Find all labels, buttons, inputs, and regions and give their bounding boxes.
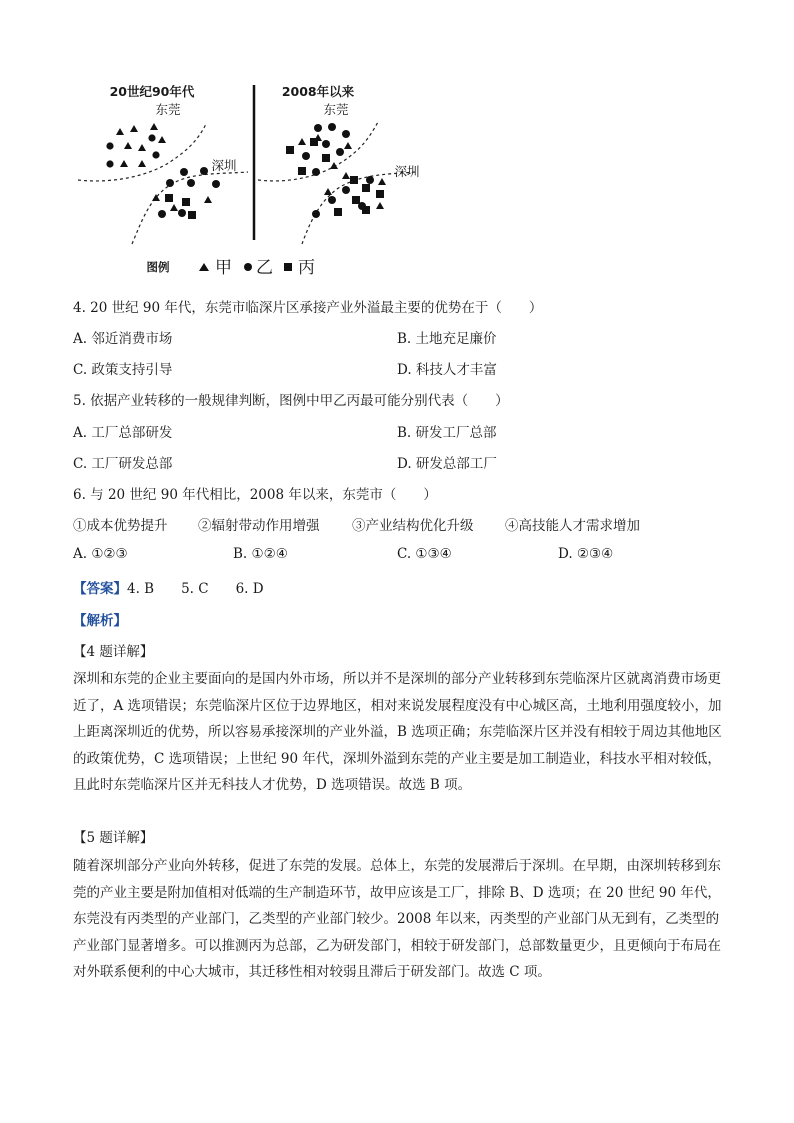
q6-option-d: D. ②③④ [558,546,614,562]
answer-text: 4. B 5. C 6. D [127,581,264,597]
left-title: 20世纪90年代 [109,84,195,99]
left-shenzhen-label: 深圳 [211,158,237,173]
q5-option-d: D. 研发总部工厂 [397,456,497,472]
right-shenzhen-cluster [312,172,386,218]
q6-stem: 6. 与 20 世纪 90 年代相比，2008 年以来，东莞市（ ） [73,487,437,503]
figure-svg [70,80,440,280]
q5-option-c: C. 工厂研发总部 [73,456,173,472]
legend-triangle-icon [199,263,209,271]
d5-paragraph: 随着深圳部分产业向外转移，促进了东莞的发展。总体上，东莞的发展滞后于深圳。在早期，由深圳转移到东莞的产业主要是附加值相对低端的生产制造环节，故甲应该是工厂，排除 B、D 选项；在 20 世纪 90 年代，东莞没有丙类型的产业部门，乙类型的产业部门较少。2008 年以来，丙类型的产业部门从无到有，乙类型的产业部门显著增多。可以推测丙为总部，乙为研发部门，相较于研发部门，总部数量更少，且更倾向于布局在对外联系便利的中心大城市，其迁移性相对较弱且滞后于研发部门。故选 C 项。 [73,858,721,980]
q4-option-c: C. 政策支持引导 [73,362,173,378]
q4-option-d: D. 科技人才丰富 [397,362,497,378]
legend-item-jia: 甲 [215,258,232,278]
legend-label: 图例 [146,260,170,274]
right-shenzhen-label: 深圳 [394,164,420,179]
q6-statement-4: ④高技能人才需求增加 [505,518,640,534]
q6-statement-1: ①成本优势提升 [73,518,168,534]
legend-circle-icon [244,263,252,271]
left-dongguan-label: 东莞 [155,102,181,117]
legend-square-icon [284,263,292,271]
left-shenzhen-cluster [152,167,220,219]
d4-paragraph: 深圳和东莞的企业主要面向的是国内外市场，所以并不是深圳的部分产业转移到东莞临深片区就离消费市场更近了，A 选项错误；东莞临深片区位于边界地区，相对来说发展程度没有中心城区高，土地利用强度较小，加上距离深圳近的优势，所以容易承接深圳的产业外溢，B 选项正确；东莞临深片区并没有相较于周边其他地区的政策优势，C 选项错误；上世纪 90 年代，深圳外溢到东莞的产业主要是加工制造业，科技水平相对较低，且此时东莞临深片区并无科技人才优势，D 选项错误。故选 B 项。 [73,671,722,793]
q6-option-c: C. ①③④ [397,546,452,562]
q5-option-a: A. 工厂总部研发 [73,425,173,441]
legend-item-bing: 丙 [298,258,315,278]
d5-title: 【5 题详解】 [73,830,154,846]
answer-line [73,577,264,597]
q4-option-b: B. 土地充足廉价 [397,331,497,347]
q6-statement-2: ②辐射带动作用增强 [198,518,320,534]
analysis-line [73,609,127,629]
left-dongguan-cluster [106,123,166,168]
d4-title: 【4 题详解】 [73,644,154,660]
q4-option-a: A. 邻近消费市场 [73,331,173,347]
q6-statement-3: ③产业结构优化升级 [352,518,474,534]
q5-stem: 5. 依据产业转移的一般规律判断，图例中甲乙丙最可能分别代表（ ） [73,393,509,409]
q4-stem: 4. 20 世纪 90 年代，东莞市临深片区承接产业外溢最主要的优势在于（ ） [73,300,543,316]
analysis-label: 【解析】 [73,613,127,629]
legend-item-yi: 乙 [256,258,273,278]
q6-option-a: A. ①②③ [73,546,128,562]
answer-label: 【答案】 [73,581,127,597]
right-dongguan-label: 东莞 [323,102,349,117]
q6-option-b: B. ①②④ [233,546,288,562]
q5-option-b: B. 研发工厂总部 [397,425,497,441]
right-title: 2008年以来 [281,84,355,99]
right-dongguan-cluster [286,123,352,176]
industry-distribution-figure [70,80,440,280]
